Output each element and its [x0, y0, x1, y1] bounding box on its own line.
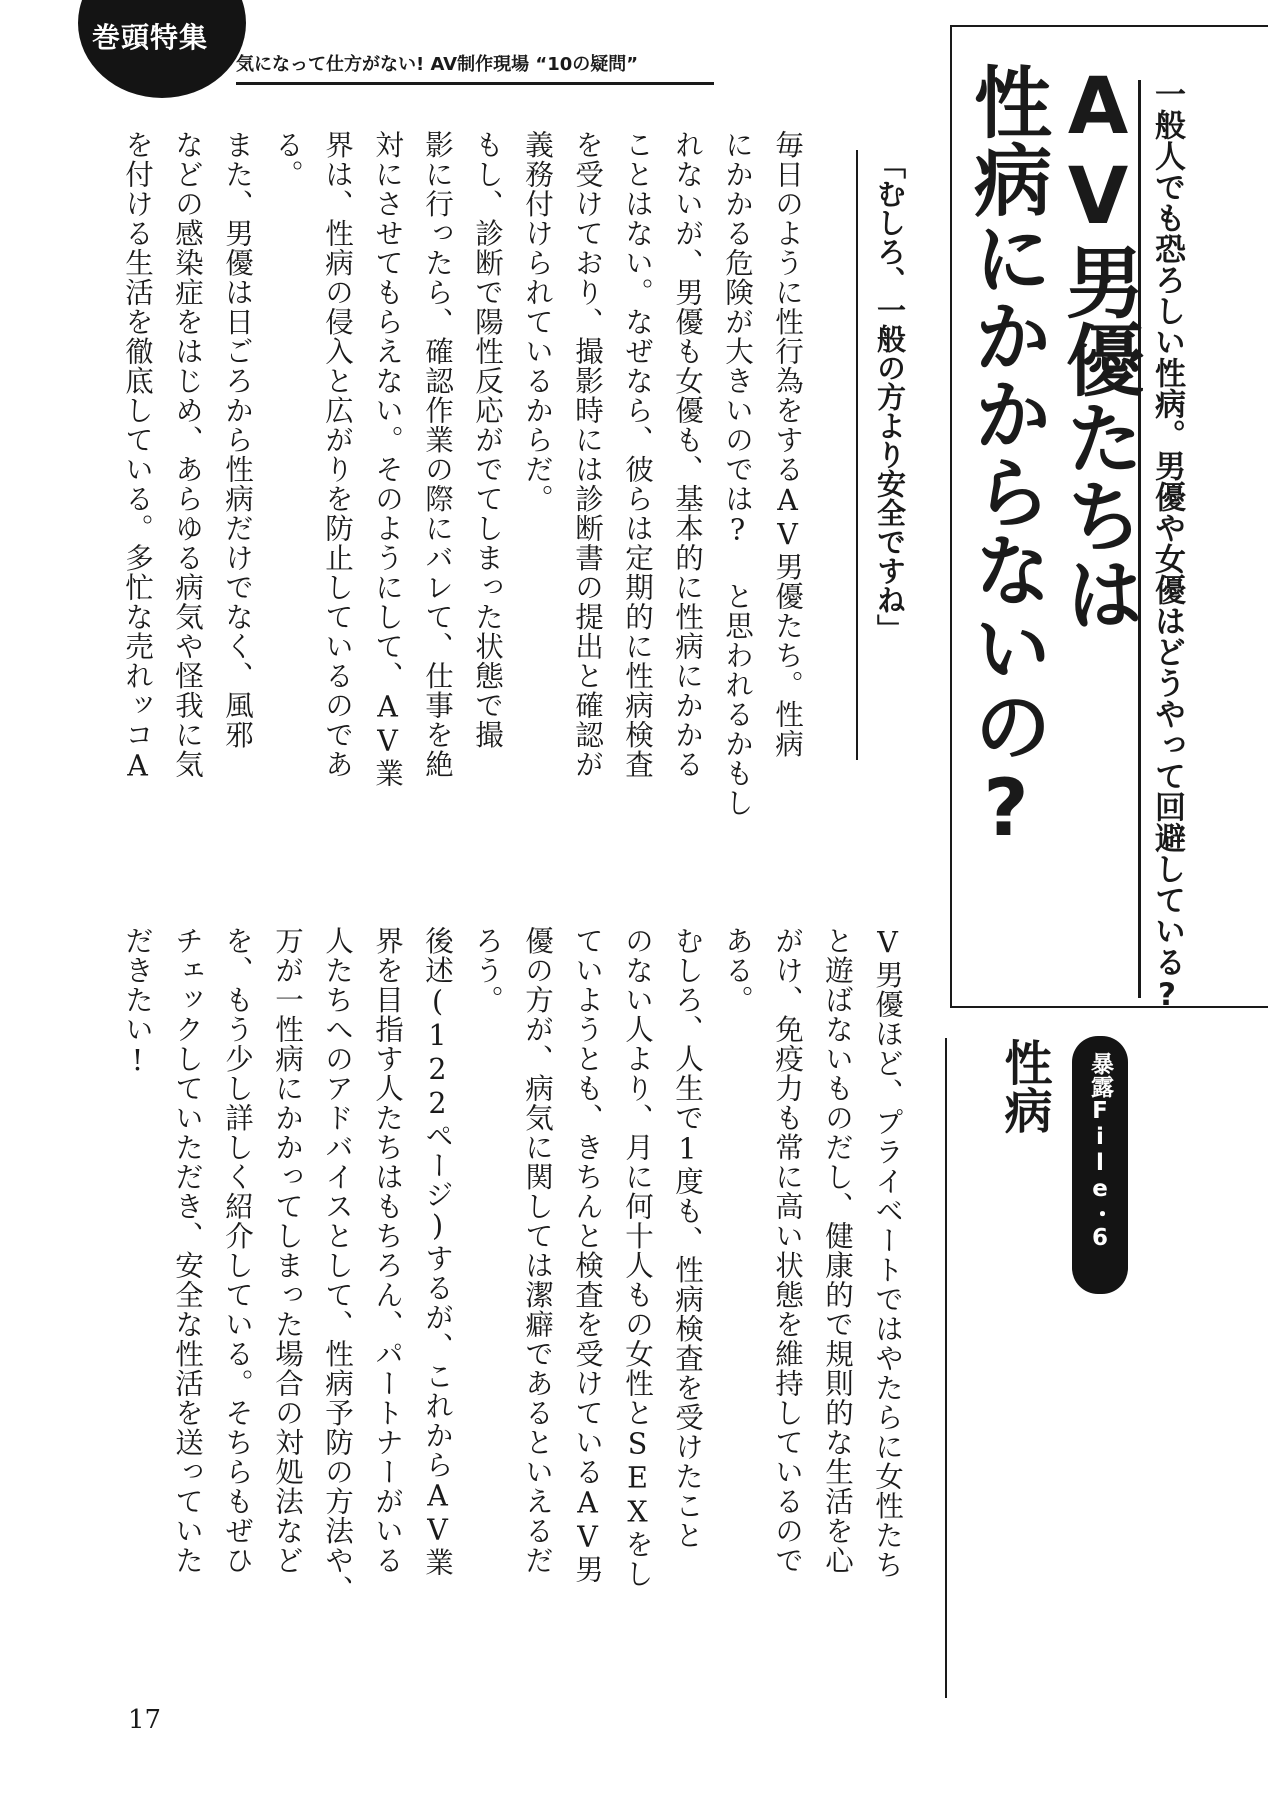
category-name: 性病 [996, 1038, 1052, 1134]
body-line: また、男優は日ごろから性病だけでなく、風邪 [221, 130, 254, 750]
body-line: と遊ばないものだし、健康的で規則的な生活を心 [821, 926, 854, 1575]
body-line: ろう。 [471, 926, 504, 1015]
body-line: むしろ、人生で1度も、性病検査を受けたこと [671, 926, 704, 1550]
article-heading: 「むしろ、一般の方より安全ですね」 [873, 150, 907, 643]
body-line: を、もう少し詳しく紹介している。そちらもぜひ [221, 926, 254, 1575]
body-line: のない人より、月に何十人もの女性とSEXをし [621, 926, 654, 1589]
category-label: 暴露File・6 [1087, 1052, 1113, 1251]
body-line: などの感染症をはじめ、あらゆる病気や怪我に気 [171, 130, 204, 779]
body-line: 界は、性病の侵入と広がりを防止しているのであ [321, 130, 354, 779]
body-line: もし、診断で陽性反応がでてしまった状態で撮 [471, 130, 504, 750]
body-line: がけ、免疫力も常に高い状態を維持しているので [771, 926, 804, 1575]
body-line: V男優ほど、プライベートではやたらに女性たち [871, 926, 904, 1580]
body-line: 界を目指す人たちはもちろん、パートナーがいる [371, 926, 404, 1575]
category-rule [945, 1038, 947, 1698]
body-line: る。 [271, 130, 304, 189]
body-line: だきたい! [121, 926, 154, 1078]
article-title [960, 62, 1144, 854]
heading-rule [856, 150, 858, 760]
body-line: 義務付けられているからだ。 [521, 130, 554, 514]
body-line: 毎日のように性行為をするAV男優たち。性病 [771, 130, 804, 759]
title-frame-left [950, 25, 952, 1008]
series-title: 気になって仕方がない! AV制作現場 “10の疑問” [236, 54, 639, 75]
body-line: を受けており、撮影時には診断書の提出と確認が [571, 130, 604, 779]
title-frame-bottom [950, 1006, 1268, 1008]
body-line: ことはない。なぜなら、彼らは定期的に性病検査 [621, 130, 654, 779]
body-line: 影に行ったら、確認作業の際にバレて、仕事を絶 [421, 130, 454, 779]
title-frame-top [950, 25, 1268, 27]
body-line: 優の方が、病気に関しては潔癖であるといえるだ [521, 926, 554, 1575]
body-line: れないが、男優も女優も、基本的に性病にかかる [671, 130, 704, 779]
body-text-lower [112, 926, 912, 1686]
body-line: 万が一性病にかかってしまった場合の対処法など [271, 926, 304, 1575]
body-text-upper [112, 130, 812, 890]
body-line: ある。 [721, 926, 754, 1015]
section-label: 巻頭特集 [92, 21, 209, 54]
title-line-2: 性病にかからないの? [961, 62, 1051, 854]
article-subtitle: 一般人でも恐ろしい性病。男優や女優はどうやって回避している? [1149, 78, 1185, 1013]
body-line: 後述(122ページ)するが、これからAV業 [421, 926, 454, 1577]
body-line: 対にさせてもらえない。そのようにして、AV業 [371, 130, 404, 788]
body-line: チェックしていただき、安全な性活を送っていた [171, 926, 204, 1575]
page-number: 17 [128, 1705, 162, 1735]
title-line-1: AV男優たちは [1053, 62, 1143, 632]
body-line: を付ける生活を徹底している。多忙な売れッコA [121, 130, 154, 784]
header-rule [236, 82, 714, 85]
body-line: にかかる危険が大きいのでは? と思われるかもし [721, 130, 754, 818]
body-line: ていようとも、きちんと検査を受けているAV男 [571, 926, 604, 1584]
body-line: 人たちへのアドバイスとして、性病予防の方法や、 [321, 926, 354, 1605]
